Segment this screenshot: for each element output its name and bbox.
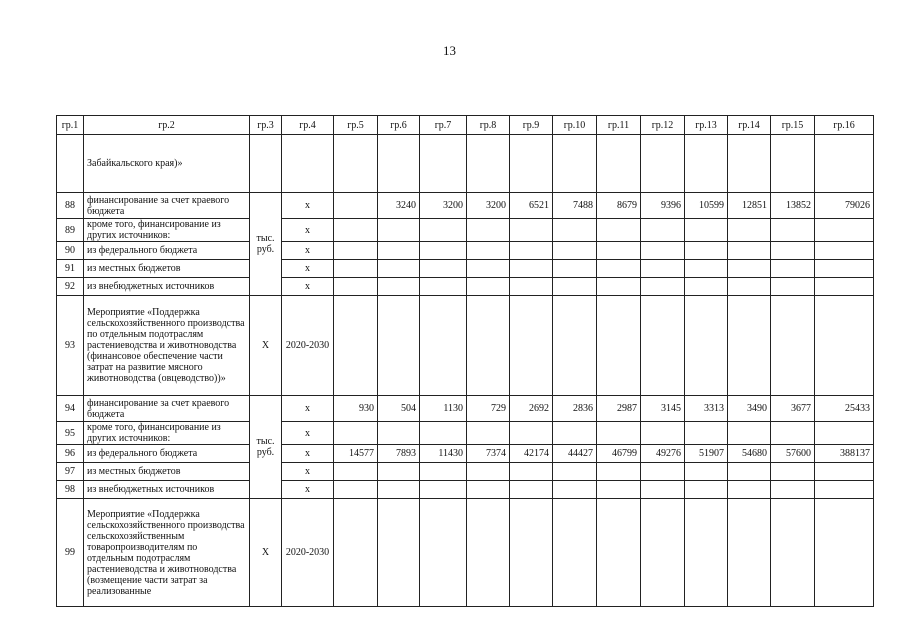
value-cell: 6521 <box>510 193 553 219</box>
value-cell <box>420 278 467 296</box>
period-cell: 2020-2030 <box>282 296 334 396</box>
empty-cell <box>467 135 510 193</box>
value-cell <box>378 219 420 242</box>
empty-cell <box>597 135 641 193</box>
x-mark: х <box>282 219 334 242</box>
value-cell <box>728 481 771 499</box>
column-header: гр.11 <box>597 116 641 135</box>
column-header: гр.8 <box>467 116 510 135</box>
value-cell <box>641 278 685 296</box>
value-cell <box>334 481 378 499</box>
data-row <box>57 396 874 422</box>
column-header: гр.10 <box>553 116 597 135</box>
value-cell <box>685 481 728 499</box>
value-cell: 9396 <box>641 193 685 219</box>
page-number: 13 <box>443 43 456 58</box>
empty-cell <box>771 296 815 396</box>
value-cell <box>685 219 728 242</box>
empty-cell <box>510 499 553 607</box>
row-name: из федерального бюджета <box>84 242 250 260</box>
row-name: из внебюджетных источников <box>84 278 250 296</box>
value-cell: 3200 <box>420 193 467 219</box>
x-mark: х <box>282 463 334 481</box>
value-cell <box>685 422 728 445</box>
data-row <box>57 219 874 242</box>
continuation-row <box>57 135 874 193</box>
value-cell: 14577 <box>334 445 378 463</box>
empty-cell <box>815 296 874 396</box>
value-cell <box>815 422 874 445</box>
value-cell <box>467 422 510 445</box>
value-cell: 12851 <box>728 193 771 219</box>
row-number: 88 <box>57 193 84 219</box>
value-cell <box>728 242 771 260</box>
empty-cell <box>510 135 553 193</box>
value-cell: 7374 <box>467 445 510 463</box>
value-cell <box>334 242 378 260</box>
value-cell <box>641 242 685 260</box>
value-cell <box>378 242 420 260</box>
value-cell: 79026 <box>815 193 874 219</box>
column-header: гр.9 <box>510 116 553 135</box>
empty-cell <box>378 499 420 607</box>
value-cell <box>771 242 815 260</box>
column-header: гр.12 <box>641 116 685 135</box>
value-cell <box>334 278 378 296</box>
row-number: 89 <box>57 219 84 242</box>
empty-cell <box>597 499 641 607</box>
value-cell <box>771 278 815 296</box>
value-cell <box>334 219 378 242</box>
data-row <box>57 481 874 499</box>
value-cell: 49276 <box>641 445 685 463</box>
x-mark: х <box>282 481 334 499</box>
x-mark: х <box>282 242 334 260</box>
row-name: из местных бюджетов <box>84 463 250 481</box>
x-mark: х <box>282 193 334 219</box>
event-row <box>57 296 874 396</box>
value-cell <box>641 481 685 499</box>
value-cell <box>685 260 728 278</box>
value-cell: 729 <box>467 396 510 422</box>
value-cell <box>728 463 771 481</box>
row-name: финансирование за счет краевого бюджета <box>84 193 250 219</box>
value-cell <box>334 463 378 481</box>
budget-table <box>56 115 874 607</box>
value-cell: 13852 <box>771 193 815 219</box>
empty-cell <box>597 296 641 396</box>
value-cell <box>467 463 510 481</box>
value-cell <box>553 481 597 499</box>
value-cell <box>510 463 553 481</box>
value-cell <box>815 278 874 296</box>
value-cell <box>553 219 597 242</box>
empty-cell <box>685 499 728 607</box>
value-cell <box>510 219 553 242</box>
value-cell <box>378 260 420 278</box>
x-mark: х <box>282 445 334 463</box>
empty-cell <box>420 135 467 193</box>
value-cell <box>553 278 597 296</box>
empty-cell <box>510 296 553 396</box>
continuation-text: Забайкальского края)» <box>84 135 250 193</box>
column-header: гр.15 <box>771 116 815 135</box>
value-cell: 2692 <box>510 396 553 422</box>
value-cell: 3490 <box>728 396 771 422</box>
row-name: из местных бюджетов <box>84 260 250 278</box>
value-cell: 7893 <box>378 445 420 463</box>
row-number-cell <box>57 135 84 193</box>
empty-cell <box>334 135 378 193</box>
value-cell <box>334 193 378 219</box>
value-cell <box>420 260 467 278</box>
data-row <box>57 193 874 219</box>
row-name: кроме того, финансирование из других источников: <box>84 422 250 445</box>
value-cell <box>467 278 510 296</box>
value-cell <box>378 481 420 499</box>
value-cell: 10599 <box>685 193 728 219</box>
value-cell <box>420 463 467 481</box>
column-header: гр.14 <box>728 116 771 135</box>
value-cell: 51907 <box>685 445 728 463</box>
value-cell: 42174 <box>510 445 553 463</box>
empty-cell <box>378 296 420 396</box>
data-row <box>57 422 874 445</box>
empty-cell <box>334 296 378 396</box>
empty-cell <box>728 135 771 193</box>
row-number: 94 <box>57 396 84 422</box>
value-cell <box>728 219 771 242</box>
value-cell <box>510 260 553 278</box>
value-cell <box>510 422 553 445</box>
row-number: 97 <box>57 463 84 481</box>
value-cell: 11430 <box>420 445 467 463</box>
value-cell <box>728 260 771 278</box>
value-cell <box>334 260 378 278</box>
row-number: 96 <box>57 445 84 463</box>
value-cell: 930 <box>334 396 378 422</box>
value-cell <box>553 422 597 445</box>
value-cell <box>685 242 728 260</box>
empty-cell <box>641 135 685 193</box>
empty-cell <box>467 499 510 607</box>
value-cell: 3313 <box>685 396 728 422</box>
value-cell: 8679 <box>597 193 641 219</box>
value-cell <box>420 219 467 242</box>
value-cell <box>420 481 467 499</box>
empty-cell <box>728 296 771 396</box>
empty-cell <box>815 499 874 607</box>
value-cell: 7488 <box>553 193 597 219</box>
value-cell <box>553 260 597 278</box>
value-cell: 2836 <box>553 396 597 422</box>
value-cell <box>597 242 641 260</box>
header-row <box>57 116 874 135</box>
column-header: гр.4 <box>282 116 334 135</box>
data-row <box>57 445 874 463</box>
value-cell <box>420 422 467 445</box>
value-cell <box>685 463 728 481</box>
value-cell <box>815 242 874 260</box>
value-cell <box>334 422 378 445</box>
value-cell <box>597 481 641 499</box>
empty-cell <box>641 499 685 607</box>
empty-cell <box>553 499 597 607</box>
value-cell <box>467 219 510 242</box>
value-cell <box>815 463 874 481</box>
value-cell <box>771 422 815 445</box>
value-cell <box>378 278 420 296</box>
unit-cell: тыс. руб. <box>250 396 282 499</box>
value-cell <box>467 481 510 499</box>
row-name: кроме того, финансирование из других источников: <box>84 219 250 242</box>
value-cell <box>378 422 420 445</box>
value-cell <box>815 260 874 278</box>
x-mark: х <box>282 422 334 445</box>
column-header: гр.3 <box>250 116 282 135</box>
period-cell: 2020-2030 <box>282 499 334 607</box>
value-cell <box>728 422 771 445</box>
value-cell <box>467 242 510 260</box>
value-cell <box>597 278 641 296</box>
value-cell <box>597 422 641 445</box>
empty-cell <box>378 135 420 193</box>
unit-cell: тыс. руб. <box>250 193 282 296</box>
empty-cell <box>685 135 728 193</box>
unit-cell: Х <box>250 499 282 607</box>
empty-cell <box>467 296 510 396</box>
x-mark: х <box>282 260 334 278</box>
value-cell: 388137 <box>815 445 874 463</box>
event-name: Мероприятие «Поддержка сельскохозяйственного производства сельскохозяйственным товаропроизводителям по отдельным подотраслям растениеводства и животноводства (возмещение части затрат за реализованные <box>84 499 250 607</box>
value-cell: 2987 <box>597 396 641 422</box>
empty-cell <box>771 499 815 607</box>
value-cell: 504 <box>378 396 420 422</box>
value-cell <box>641 260 685 278</box>
value-cell: 25433 <box>815 396 874 422</box>
value-cell <box>728 278 771 296</box>
value-cell: 3677 <box>771 396 815 422</box>
value-cell <box>815 481 874 499</box>
x-mark: х <box>282 396 334 422</box>
row-number: 92 <box>57 278 84 296</box>
column-header: гр.2 <box>84 116 250 135</box>
empty-cell <box>641 296 685 396</box>
value-cell <box>510 481 553 499</box>
value-cell <box>685 278 728 296</box>
column-header: гр.16 <box>815 116 874 135</box>
value-cell <box>641 422 685 445</box>
empty-cell <box>685 296 728 396</box>
value-cell <box>597 219 641 242</box>
event-row <box>57 499 874 607</box>
empty-cell <box>250 135 282 193</box>
empty-cell <box>728 499 771 607</box>
value-cell <box>771 260 815 278</box>
column-header: гр.7 <box>420 116 467 135</box>
value-cell <box>553 463 597 481</box>
value-cell <box>771 219 815 242</box>
empty-cell <box>553 296 597 396</box>
value-cell: 3240 <box>378 193 420 219</box>
value-cell <box>510 278 553 296</box>
data-row <box>57 463 874 481</box>
column-header: гр.6 <box>378 116 420 135</box>
data-row <box>57 242 874 260</box>
value-cell <box>641 463 685 481</box>
value-cell <box>597 463 641 481</box>
value-cell <box>510 242 553 260</box>
row-number: 93 <box>57 296 84 396</box>
empty-cell <box>553 135 597 193</box>
data-row <box>57 278 874 296</box>
column-header: гр.13 <box>685 116 728 135</box>
value-cell <box>597 260 641 278</box>
x-mark: х <box>282 278 334 296</box>
empty-cell <box>815 135 874 193</box>
value-cell <box>467 260 510 278</box>
value-cell <box>771 463 815 481</box>
row-number: 98 <box>57 481 84 499</box>
unit-cell: Х <box>250 296 282 396</box>
row-name: из внебюджетных источников <box>84 481 250 499</box>
value-cell <box>815 219 874 242</box>
value-cell: 3145 <box>641 396 685 422</box>
row-number: 91 <box>57 260 84 278</box>
row-number: 99 <box>57 499 84 607</box>
value-cell <box>771 481 815 499</box>
row-name: из федерального бюджета <box>84 445 250 463</box>
data-row <box>57 260 874 278</box>
value-cell: 1130 <box>420 396 467 422</box>
value-cell <box>420 242 467 260</box>
value-cell <box>553 242 597 260</box>
value-cell: 44427 <box>553 445 597 463</box>
column-header: гр.5 <box>334 116 378 135</box>
value-cell: 46799 <box>597 445 641 463</box>
row-number: 95 <box>57 422 84 445</box>
empty-cell <box>334 499 378 607</box>
empty-cell <box>420 499 467 607</box>
row-number: 90 <box>57 242 84 260</box>
value-cell: 54680 <box>728 445 771 463</box>
value-cell <box>641 219 685 242</box>
value-cell: 3200 <box>467 193 510 219</box>
row-name: финансирование за счет краевого бюджета <box>84 396 250 422</box>
event-name: Мероприятие «Поддержка сельскохозяйственного производства по отдельным подотраслям растениеводства и животноводства (финансовое обеспечение части затрат на развитие мясного животноводства (овцеводство))» <box>84 296 250 396</box>
column-header: гр.1 <box>57 116 84 135</box>
empty-cell <box>282 135 334 193</box>
value-cell <box>378 463 420 481</box>
empty-cell <box>420 296 467 396</box>
value-cell: 57600 <box>771 445 815 463</box>
empty-cell <box>771 135 815 193</box>
